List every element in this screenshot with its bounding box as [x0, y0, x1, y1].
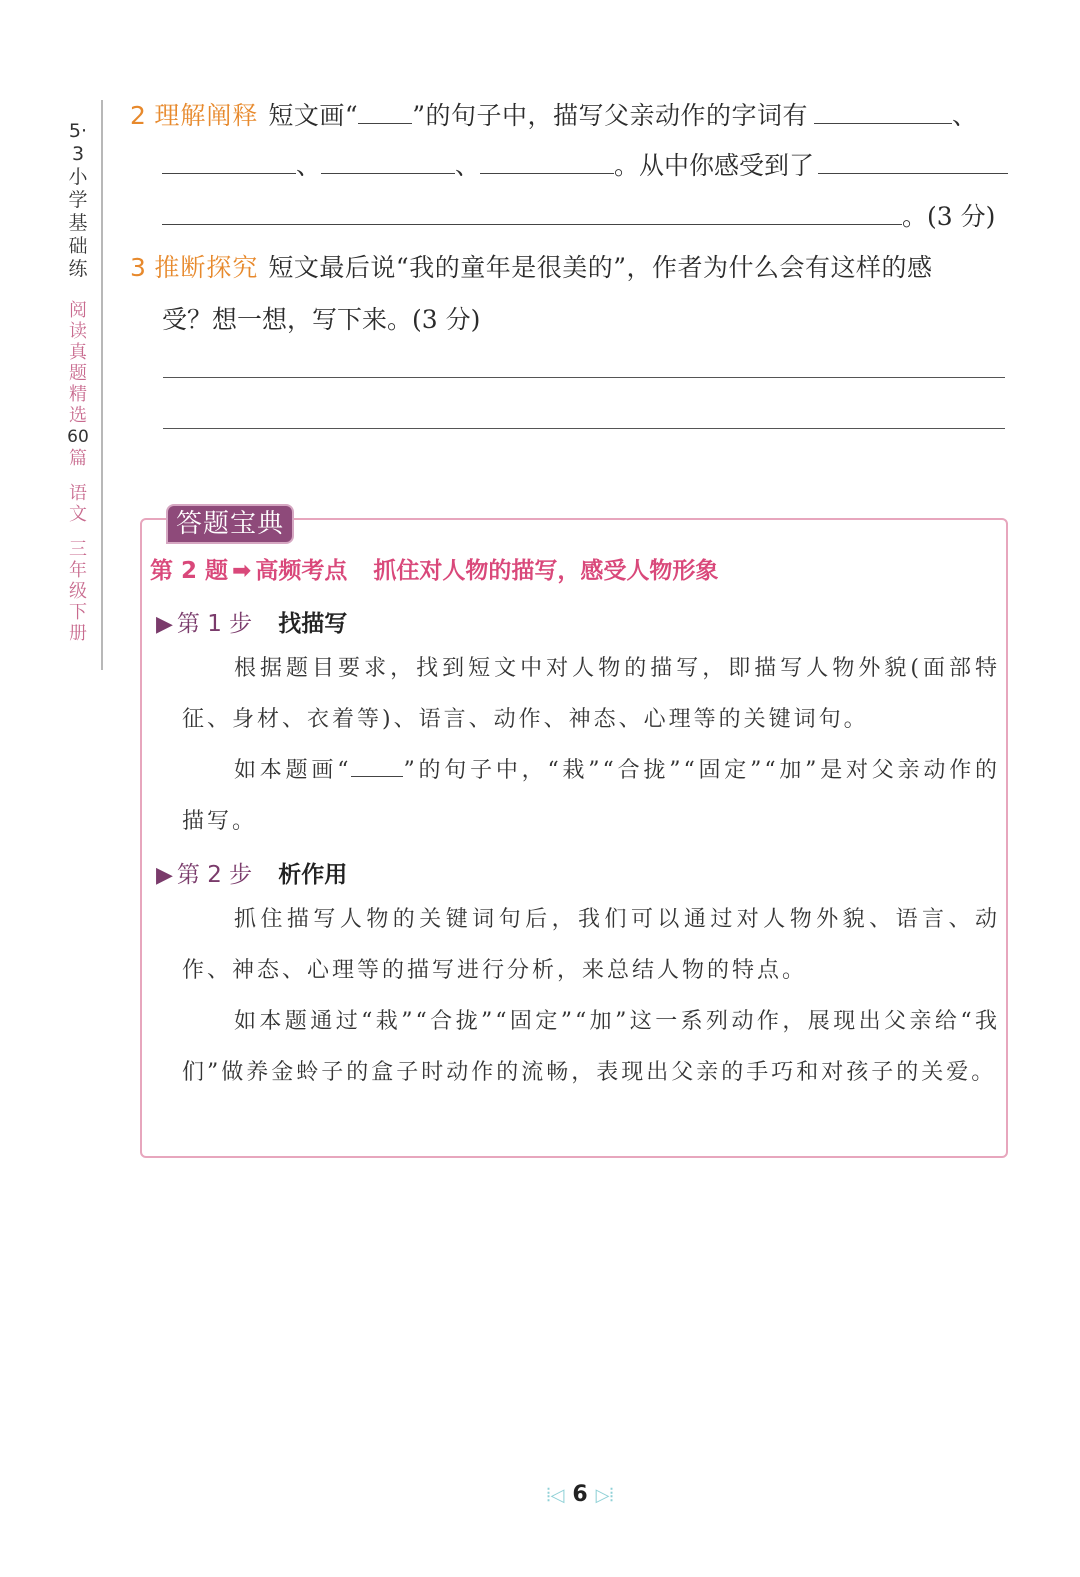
writing-line[interactable]: [163, 428, 1005, 429]
tips-box-title: 答题宝典: [166, 504, 294, 544]
paragraph-text: 如本题画“: [234, 758, 352, 783]
question-3: [130, 248, 1010, 284]
page-number-value: 6: [572, 1482, 588, 1507]
tips-heading-label: 高频考点: [255, 558, 348, 584]
question-2-line-2: [162, 146, 1012, 182]
paragraph-text: ”的句子中，“栽”“合拢”“固定”“加”是对父亲动作的描写。: [182, 758, 1000, 834]
grade-label: 三年级下册: [69, 539, 87, 644]
question-score: 。(3 分): [902, 202, 996, 231]
step-2-paragraph-1: 抓住描写人物的关键词句后，我们可以通过对人物外貌、语言、动作、神态、心理等的描写进行分析，来总结人物的特点。: [182, 907, 1000, 983]
question-tag: 推断探究: [154, 253, 259, 282]
tips-heading-question: 第 2 题: [150, 558, 229, 584]
step-name: 找描写: [278, 611, 348, 637]
question-text: 短文最后说“我的童年是很美的”，作者为什么会有这样的感: [268, 253, 933, 282]
book-title-unit: 篇: [69, 448, 87, 469]
book-title-part: 阅读真题精选: [69, 300, 87, 426]
question-3-line-2: 受？想一想，写下来。(3 分): [162, 305, 481, 334]
question-number: 3: [130, 253, 147, 282]
tips-heading: [150, 552, 718, 585]
question-2-line-3: [162, 197, 1012, 233]
question-tag: 理解阐释: [154, 101, 259, 130]
separator: 、: [296, 151, 322, 180]
step-1-paragraph-2: [182, 745, 1000, 847]
step-name: 析作用: [278, 862, 348, 888]
answer-blank[interactable]: [162, 202, 902, 225]
inline-blank: [351, 758, 403, 777]
tips-heading-topic: 抓住对人物的描写，感受人物形象: [373, 558, 719, 584]
separator: 、: [455, 151, 481, 180]
question-text: 。从中你感受到了: [614, 151, 815, 180]
separator: 、: [952, 101, 978, 130]
writing-line[interactable]: [163, 377, 1005, 378]
step-1-paragraph-1: 根据题目要求，找到短文中对人物的描写，即描写人物外貌(面部特征、身材、衣着等)、语言、动作、神态、心理等的关键词句。: [182, 656, 1000, 732]
page-number: [530, 1482, 630, 1507]
step-number: 第 2 步: [176, 862, 253, 888]
book-title: [64, 300, 92, 644]
question-text: ”的句子中，描写父亲动作的字词有: [412, 101, 808, 130]
answer-blank[interactable]: [818, 151, 1008, 174]
answer-blank[interactable]: [814, 101, 952, 124]
answer-blank[interactable]: [480, 151, 614, 174]
step-number: 第 1 步: [176, 611, 253, 637]
margin-divider: [101, 100, 103, 670]
page-deco-left-icon: ⦙◁: [546, 1485, 565, 1506]
subject-label: 语文: [69, 483, 87, 525]
question-text: 短文画“: [268, 101, 359, 130]
arrow-right-icon: ➡: [232, 558, 252, 584]
step-2-paragraph-2: 如本题通过“栽”“合拢”“固定”“加”这一系列动作，展现出父亲给“我们”做养金蛉子的盒子时动作的流畅，表现出父亲的手巧和对孩子的关爱。: [182, 1009, 1000, 1085]
page-deco-right-icon: ▷⦙: [595, 1485, 614, 1506]
answer-blank[interactable]: [358, 101, 412, 124]
series-title: 5·3小学基础练: [68, 120, 88, 280]
question-2: [130, 96, 1010, 132]
answer-blank[interactable]: [162, 151, 296, 174]
answer-blank[interactable]: [321, 151, 455, 174]
question-number: 2: [130, 101, 147, 130]
book-title-number: 60: [67, 427, 89, 447]
step-2-heading: [156, 856, 347, 889]
triangle-right-icon: ▶: [156, 612, 173, 637]
step-1-heading: [156, 605, 347, 638]
triangle-right-icon: ▶: [156, 863, 173, 888]
